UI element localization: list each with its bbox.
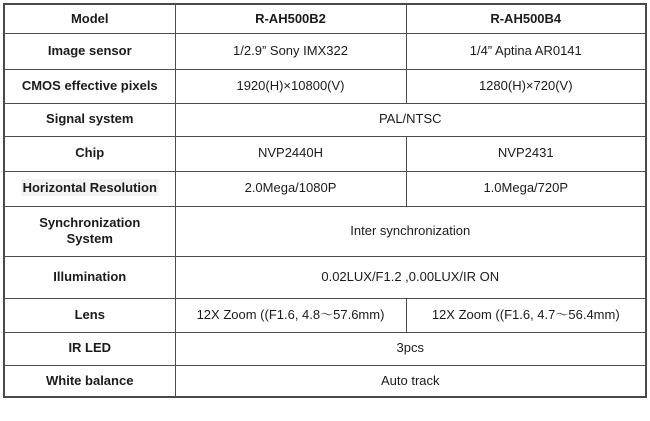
spec-table-container <box>3 3 647 398</box>
spec-label-cell: IR LED <box>4 332 175 365</box>
table-row-white-balance <box>4 365 646 397</box>
table-row-lens <box>4 298 646 332</box>
spec-label-cell: CMOS effective pixels <box>4 69 175 103</box>
spec-value-cell: 12X Zoom ((F1.6, 4.8～57.6mm) <box>175 298 406 332</box>
spec-label-cell: Synchronization System <box>4 206 175 256</box>
spec-label-cell: Chip <box>4 136 175 171</box>
spec-label-cell: Model <box>4 4 175 33</box>
spec-value-cell-span: 0.02LUX/F1.2 ,0.00LUX/IR ON <box>175 256 646 298</box>
table-row-chip <box>4 136 646 171</box>
spec-value-cell-span: Inter synchronization <box>175 206 646 256</box>
spec-value-cell-span: 3pcs <box>175 332 646 365</box>
table-row-horizontal-resolution <box>4 171 646 206</box>
highlighted-label: Horizontal Resolution <box>22 180 157 196</box>
spec-label-cell: Signal system <box>4 103 175 136</box>
table-row-cmos-effective-pixels <box>4 69 646 103</box>
spec-value-cell: R-AH500B2 <box>175 4 406 33</box>
spec-label-cell: Illumination <box>4 256 175 298</box>
spec-label-cell: Lens <box>4 298 175 332</box>
spec-value-cell: 1280(H)×720(V) <box>406 69 646 103</box>
spec-table <box>3 3 647 398</box>
spec-value-cell: 1.0Mega/720P <box>406 171 646 206</box>
table-row-model <box>4 4 646 33</box>
spec-value-cell: 2.0Mega/1080P <box>175 171 406 206</box>
table-row-illumination <box>4 256 646 298</box>
spec-label-cell: White balance <box>4 365 175 397</box>
spec-value-cell: 1/4” Aptina AR0141 <box>406 33 646 69</box>
table-row-signal-system <box>4 103 646 136</box>
spec-value-cell-span: PAL/NTSC <box>175 103 646 136</box>
table-row-image-sensor <box>4 33 646 69</box>
spec-label-cell <box>4 171 175 206</box>
spec-value-cell: 12X Zoom ((F1.6, 4.7～56.4mm) <box>406 298 646 332</box>
table-row-synchronization-system <box>4 206 646 256</box>
spec-label-cell: Image sensor <box>4 33 175 69</box>
spec-value-cell: NVP2431 <box>406 136 646 171</box>
table-row-ir-led <box>4 332 646 365</box>
spec-value-cell: 1/2.9” Sony IMX322 <box>175 33 406 69</box>
spec-value-cell: NVP2440H <box>175 136 406 171</box>
spec-value-cell-span: Auto track <box>175 365 646 397</box>
spec-value-cell: 1920(H)×10800(V) <box>175 69 406 103</box>
spec-value-cell: R-AH500B4 <box>406 4 646 33</box>
